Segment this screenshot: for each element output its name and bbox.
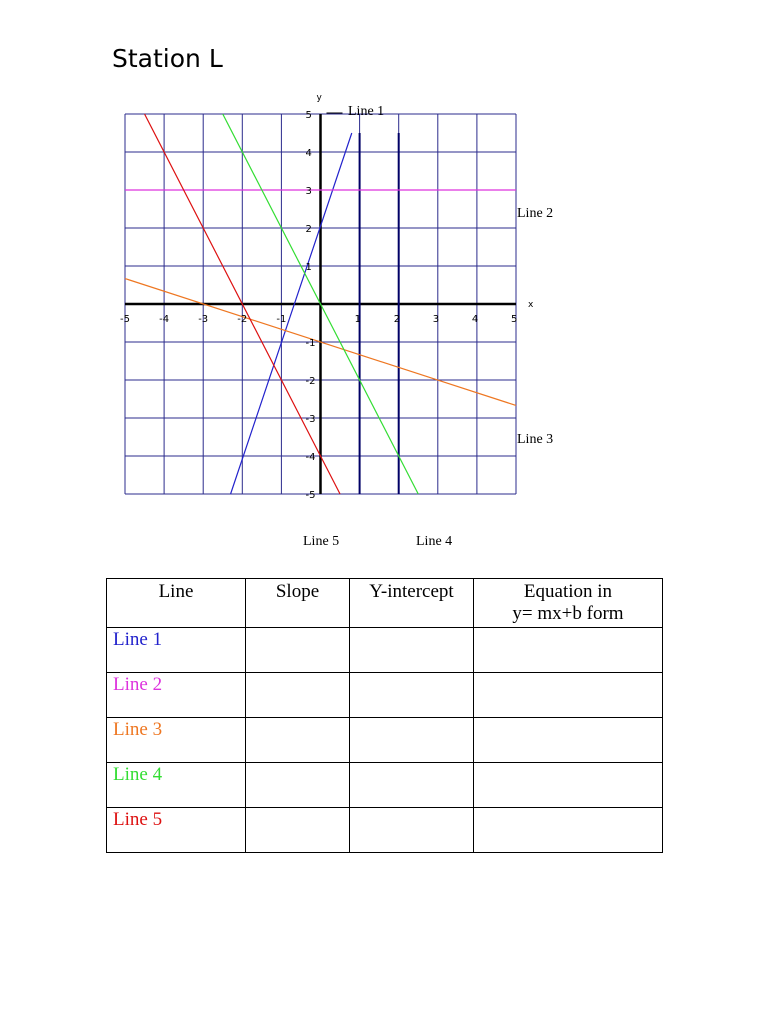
y-intercept-cell[interactable] <box>350 673 474 718</box>
slope-cell[interactable] <box>246 808 350 853</box>
x-axis-label: x <box>528 300 534 310</box>
slope-cell[interactable] <box>246 673 350 718</box>
y-tick-label: -4 <box>305 452 316 463</box>
y-tick-label: -5 <box>305 490 316 501</box>
row-label-line-1: Line 1 <box>107 628 246 673</box>
header-equation-line1: Equation in <box>523 581 613 602</box>
page-title: Station L <box>112 44 223 73</box>
header-slope: Slope <box>246 579 350 628</box>
y-axis-label: y <box>316 93 322 103</box>
tick-labels <box>120 110 517 501</box>
header-equation-line2: y= mx+b form <box>512 603 624 624</box>
x-tick-label: -2 <box>237 314 248 325</box>
row-label-line-5: Line 5 <box>107 808 246 853</box>
x-tick-label: -3 <box>198 314 209 325</box>
table-row <box>107 673 663 718</box>
y-tick-label: -2 <box>305 376 316 387</box>
header-line: Line <box>107 579 246 628</box>
x-tick-label: -1 <box>276 314 287 325</box>
callout-line-5: Line 5 <box>303 534 340 549</box>
slope-cell[interactable] <box>246 628 350 673</box>
callout-line-2: Line 2 <box>517 206 554 221</box>
y-tick-label: 1 <box>305 262 312 273</box>
table-row <box>107 808 663 853</box>
y-intercept-cell[interactable] <box>350 763 474 808</box>
table-row <box>107 628 663 673</box>
axes <box>125 93 534 494</box>
answer-table <box>106 578 663 853</box>
y-tick-label: -1 <box>305 338 316 349</box>
x-tick-label: 3 <box>432 314 440 325</box>
header-y-intercept: Y-intercept <box>350 579 474 628</box>
y-tick-label: -3 <box>305 414 316 425</box>
equation-cell[interactable] <box>474 763 663 808</box>
y-tick-label: 4 <box>305 148 312 159</box>
y-intercept-cell[interactable] <box>350 808 474 853</box>
y-tick-label: 5 <box>305 110 312 121</box>
equation-cell[interactable] <box>474 808 663 853</box>
x-tick-label: 1 <box>354 314 361 325</box>
x-tick-label: 5 <box>511 314 518 325</box>
x-tick-label: -4 <box>159 314 170 325</box>
x-tick-label: 4 <box>471 314 479 325</box>
row-label-line-3: Line 3 <box>107 718 246 763</box>
equation-cell[interactable] <box>474 718 663 763</box>
callout-line-1: Line 1 <box>348 104 385 119</box>
slope-cell[interactable] <box>246 763 350 808</box>
y-tick-label: 2 <box>305 224 312 235</box>
table-header-row <box>107 579 663 628</box>
header-equation <box>474 579 663 628</box>
table-row <box>107 718 663 763</box>
callout-line-3: Line 3 <box>517 432 554 447</box>
x-tick-label: 2 <box>393 314 401 325</box>
table-row <box>107 763 663 808</box>
equation-cell[interactable] <box>474 673 663 718</box>
y-intercept-cell[interactable] <box>350 628 474 673</box>
y-intercept-cell[interactable] <box>350 718 474 763</box>
row-label-line-4: Line 4 <box>107 763 246 808</box>
equation-cell[interactable] <box>474 628 663 673</box>
callout-line-4: Line 4 <box>416 534 453 549</box>
series-line-1 <box>231 133 352 494</box>
slope-cell[interactable] <box>246 718 350 763</box>
x-tick-label: -5 <box>120 314 130 325</box>
row-label-line-2: Line 2 <box>107 673 246 718</box>
y-tick-label: 3 <box>305 186 312 197</box>
